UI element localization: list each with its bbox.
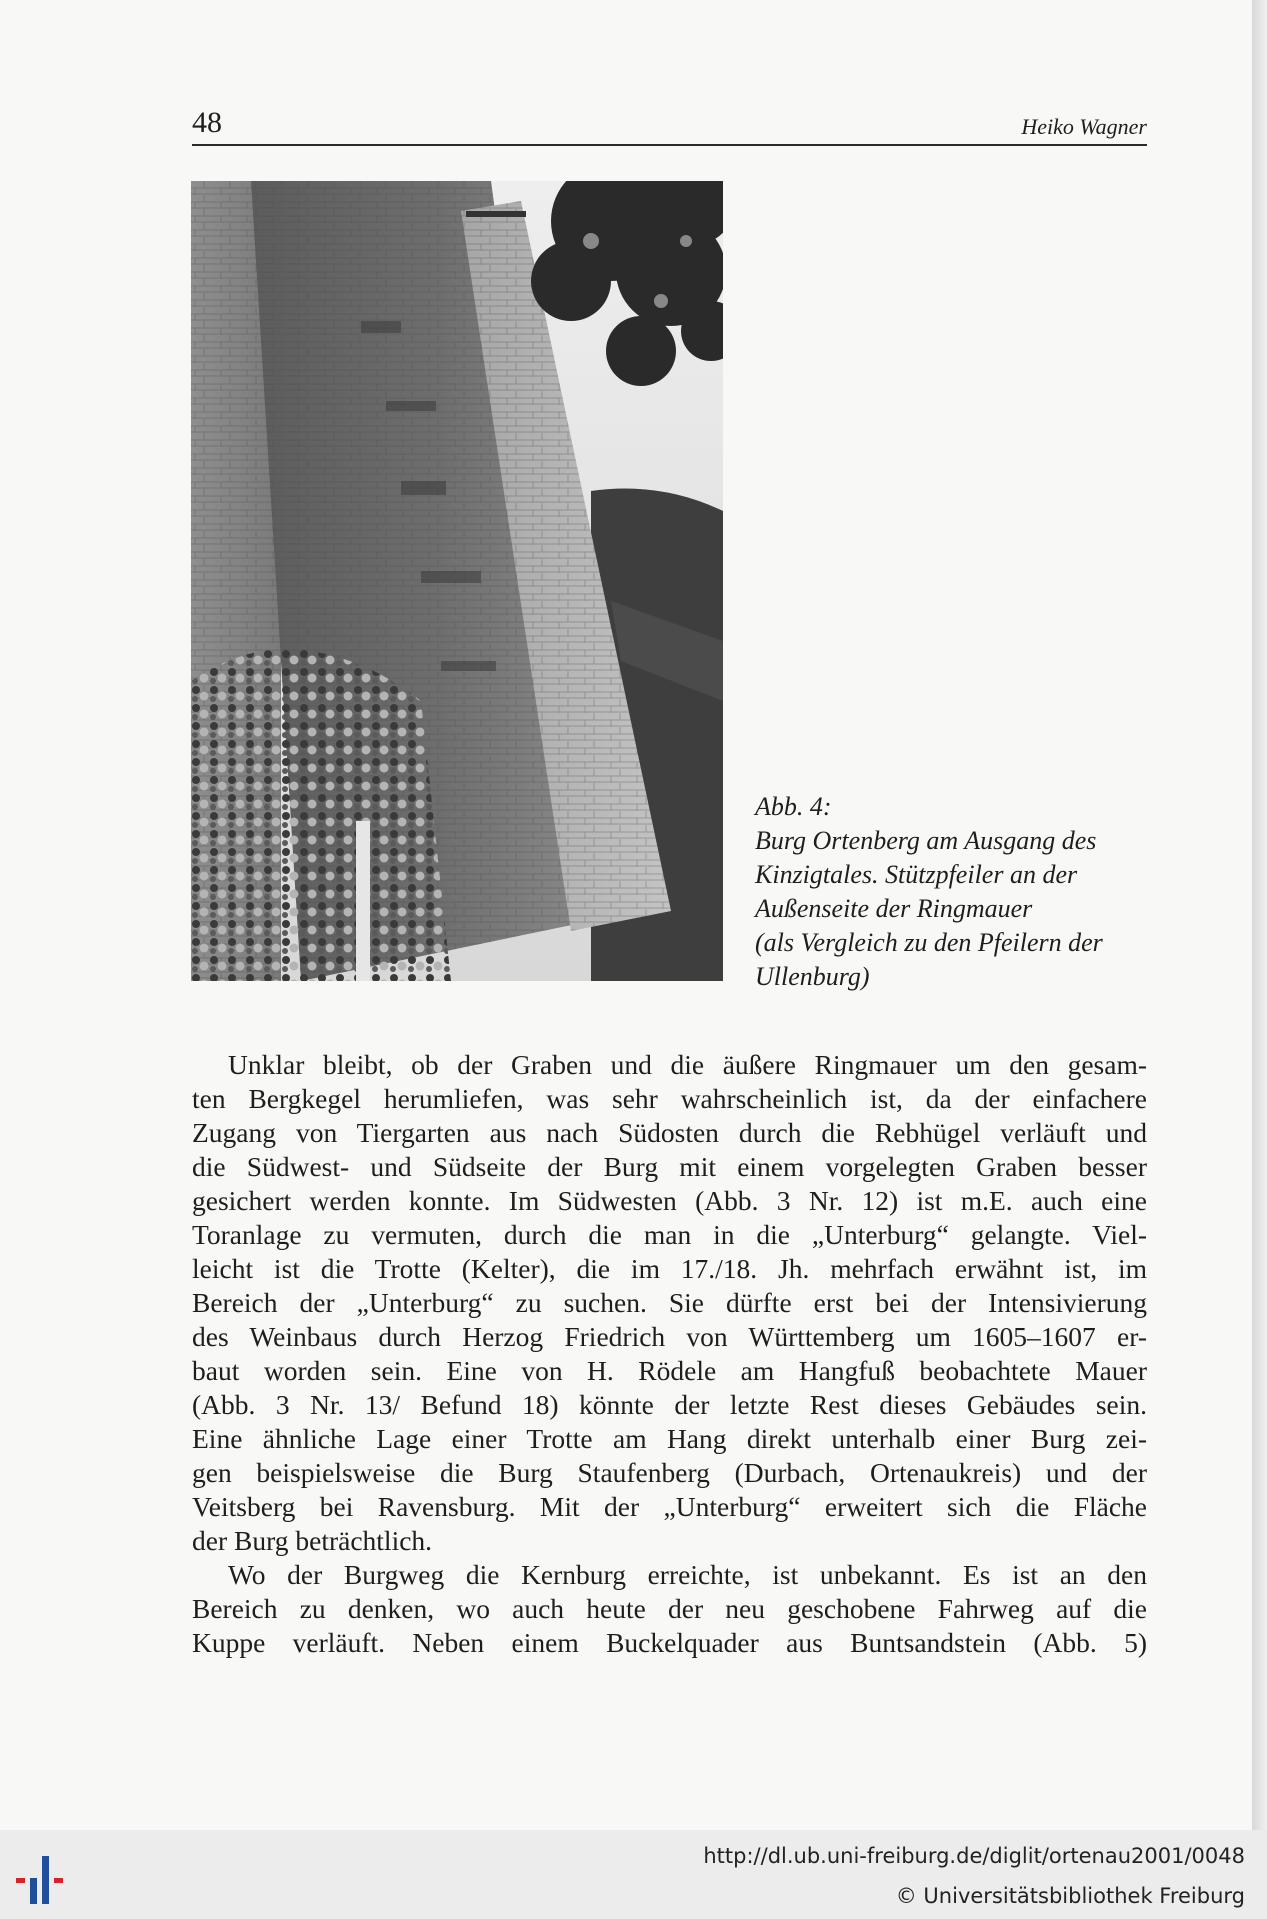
text-line: ten Bergkegel herumliefen, was sehr wahrscheinlich ist, da der einfachere <box>192 1083 1147 1114</box>
caption-line: (als Vergleich zu den Pfeilern der <box>755 928 1103 957</box>
text-line: Toranlage zu vermuten, durch die man in die „Unterburg“ gelangte. Viel- <box>192 1219 1147 1250</box>
caption-line: Ullenburg) <box>755 962 870 991</box>
text-line: Veitsberg bei Ravensburg. Mit der „Unterburg“ erweitert sich die Fläche <box>192 1491 1147 1522</box>
text-line: des Weinbaus durch Herzog Friedrich von Württemberg um 1605–1607 er- <box>192 1321 1147 1352</box>
text-line: gesichert werden konnte. Im Südwesten (Abb. 3 Nr. 12) ist m.E. auch eine <box>192 1185 1147 1216</box>
body-text <box>192 1048 1147 1660</box>
caption-line: Kinzigtales. Stützpfeiler an der <box>755 860 1078 889</box>
copyright-notice: © Universitätsbibliothek Freiburg <box>895 1884 1245 1908</box>
text-line: Bereich zu denken, wo auch heute der neu geschobene Fahrweg auf die <box>192 1593 1147 1624</box>
paragraph-2 <box>192 1558 1147 1660</box>
figure-photo <box>191 181 723 981</box>
castle-buttress-photo-icon <box>191 181 723 981</box>
caption-line: Außenseite der Ringmauer <box>755 894 1033 923</box>
caption-line: Abb. 4: <box>755 792 832 821</box>
figure-caption <box>755 790 1155 994</box>
running-header <box>192 106 1147 146</box>
text-line: (Abb. 3 Nr. 13/ Befund 18) könnte der letzte Rest dieses Gebäudes sein. <box>192 1389 1147 1420</box>
text-line: Bereich der „Unterburg“ zu suchen. Sie dürfte erst bei der Intensivierung <box>192 1287 1147 1318</box>
page-number: 48 <box>192 106 222 139</box>
ub-freiburg-logo-icon <box>14 1844 84 1914</box>
viewer-footer <box>0 1830 1267 1919</box>
text-line: baut worden sein. Eine von H. Rödele am Hangfuß beobachtete Mauer <box>192 1355 1147 1386</box>
text-line: die Südwest- und Südseite der Burg mit einem vorgelegten Graben besser <box>192 1151 1147 1182</box>
paragraph-1 <box>192 1048 1147 1558</box>
page-edge <box>1252 0 1267 1830</box>
running-head-author: Heiko Wagner <box>1021 114 1147 139</box>
text-line: gen beispielsweise die Burg Staufenberg (Durbach, Ortenaukreis) und der <box>192 1457 1147 1488</box>
source-url-link[interactable]: http://dl.ub.uni-freiburg.de/diglit/ortenau2001/0048 <box>703 1844 1245 1868</box>
text-line: Eine ähnliche Lage einer Trotte am Hang direkt unterhalb einer Burg zei- <box>192 1423 1147 1454</box>
text-line: Zugang von Tiergarten aus nach Südosten durch die Rebhügel verläuft und <box>192 1117 1147 1148</box>
text-line: der Burg beträchtlich. <box>192 1525 433 1556</box>
text-line: Wo der Burgweg die Kernburg erreichte, ist unbekannt. Es ist an den <box>228 1559 1147 1590</box>
text-line: Kuppe verläuft. Neben einem Buckelquader aus Buntsandstein (Abb. 5) <box>192 1627 1147 1658</box>
text-line: leicht ist die Trotte (Kelter), die im 17./18. Jh. mehrfach erwähnt ist, im <box>192 1253 1147 1284</box>
text-line: Unklar bleibt, ob der Graben und die äußere Ringmauer um den gesam- <box>228 1049 1147 1080</box>
caption-line: Burg Ortenberg am Ausgang des <box>755 826 1097 855</box>
